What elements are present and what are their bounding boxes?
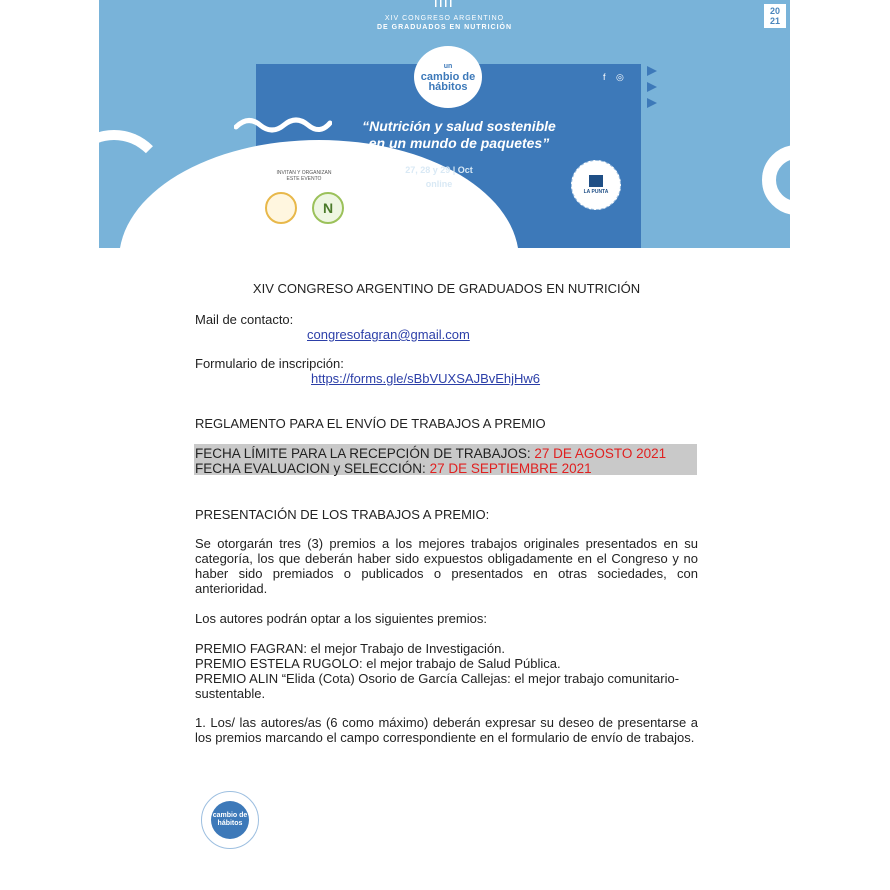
- fagran-logo-icon: N: [312, 192, 344, 224]
- deadline-evaluation-date: 27 DE SEPTIEMBRE 2021: [429, 461, 592, 476]
- instagram-icon[interactable]: ◎: [616, 72, 624, 82]
- paragraph-options: Los autores podrán optar a los siguientes premios:: [195, 611, 487, 626]
- deadline-reception-label: FECHA LÍMITE PARA LA RECEPCIÓN DE TRABAJOS:: [195, 446, 535, 461]
- premio-alin: PREMIO ALIN “Elida (Cota) Osorio de García Callejas: el mejor trabajo comunitario-sustentable.: [195, 671, 680, 701]
- banner-header-line1: XIV CONGRESO ARGENTINO: [384, 15, 505, 22]
- event-logo: [414, 46, 482, 108]
- document-title: XIV CONGRESO ARGENTINO DE GRADUADOS EN NUTRICIÓN: [252, 281, 641, 296]
- event-date-range: 27, 28 y 29 | Oct: [405, 165, 473, 175]
- form-label: Formulario de inscripción:: [195, 356, 344, 371]
- bottom-logo-stamp: [201, 791, 259, 849]
- top-decoration-icon: [429, 0, 459, 8]
- decorative-circle: [762, 145, 790, 215]
- year-bottom: 21: [769, 16, 780, 26]
- organizers-caption-line2: ESTE EVENTO: [286, 176, 322, 182]
- deadline-reception: [195, 446, 698, 461]
- paragraph-awards: Se otorgarán tres (3) premios a los mejores trabajos originales presentados en su categoría, los que deberán haber sido expuestos obligadamente en el Congreso y no haber sido premiados o publicados o presentados en otras sociedades, con anterioridad.: [195, 536, 698, 596]
- stamp-line1: cambio de: [212, 812, 248, 819]
- slogan-line2: en un mundo de paquetes”: [368, 135, 550, 151]
- logo-line3: hábitos: [428, 81, 468, 93]
- form-link[interactable]: https://forms.gle/sBbVUXSAJBvEhjHw6: [311, 371, 541, 386]
- deadline-evaluation-label: FECHA EVALUACION y SELECCIÓN:: [195, 461, 430, 476]
- rule-item-1: 1. Los/ las autores/as (6 como máximo) deberán expresar su deseo de presentarse a los premios marcando el campo correspondiente en el formulario de envío de trabajos.: [195, 715, 698, 745]
- presentacion-heading: PRESENTACIÓN DE LOS TRABAJOS A PREMIO:: [195, 507, 490, 522]
- year-badge: [764, 4, 786, 28]
- contact-label: Mail de contacto:: [195, 312, 294, 327]
- sponsor-logo: [571, 160, 621, 210]
- sponsor-name: LA PUNTA: [583, 189, 609, 195]
- banner-header: [99, 14, 790, 32]
- slogan-line1: “Nutrición y salud sostenible: [362, 118, 556, 134]
- facebook-icon[interactable]: f: [603, 72, 606, 82]
- event-banner: [99, 0, 790, 248]
- premio-fagran: PREMIO FAGRAN: el mejor Trabajo de Investigación.: [195, 641, 505, 656]
- reglamento-heading: REGLAMENTO PARA EL ENVÍO DE TRABAJOS A PREMIO: [195, 416, 546, 431]
- contact-email-link[interactable]: congresofagran@gmail.com: [307, 327, 470, 342]
- triangle-arrows-icon: [645, 64, 659, 112]
- logo-line2: cambio de: [420, 71, 476, 83]
- deadline-reception-date: 27 DE AGOSTO 2021: [534, 446, 667, 461]
- premio-estela-rugolo: PREMIO ESTELA RUGOLO: el mejor trabajo de Salud Pública.: [195, 656, 561, 671]
- mountain-icon: [589, 175, 603, 187]
- organizers-caption: [264, 170, 344, 182]
- deadline-evaluation: [195, 461, 698, 476]
- stamp-line2: hábitos: [217, 820, 243, 827]
- event-slogan: [309, 118, 609, 152]
- organizer-logo-icon: [265, 192, 297, 224]
- logo-line1: un: [443, 63, 453, 70]
- year-top: 20: [769, 6, 780, 16]
- event-dates: [399, 163, 479, 191]
- banner-header-line2: DE GRADUADOS EN NUTRICIÓN: [376, 24, 513, 31]
- event-mode: online: [425, 179, 453, 189]
- social-links: [603, 72, 632, 83]
- stamp-inner: [211, 801, 249, 839]
- organizers-caption-line1: INVITAN Y ORGANIZAN: [276, 170, 332, 176]
